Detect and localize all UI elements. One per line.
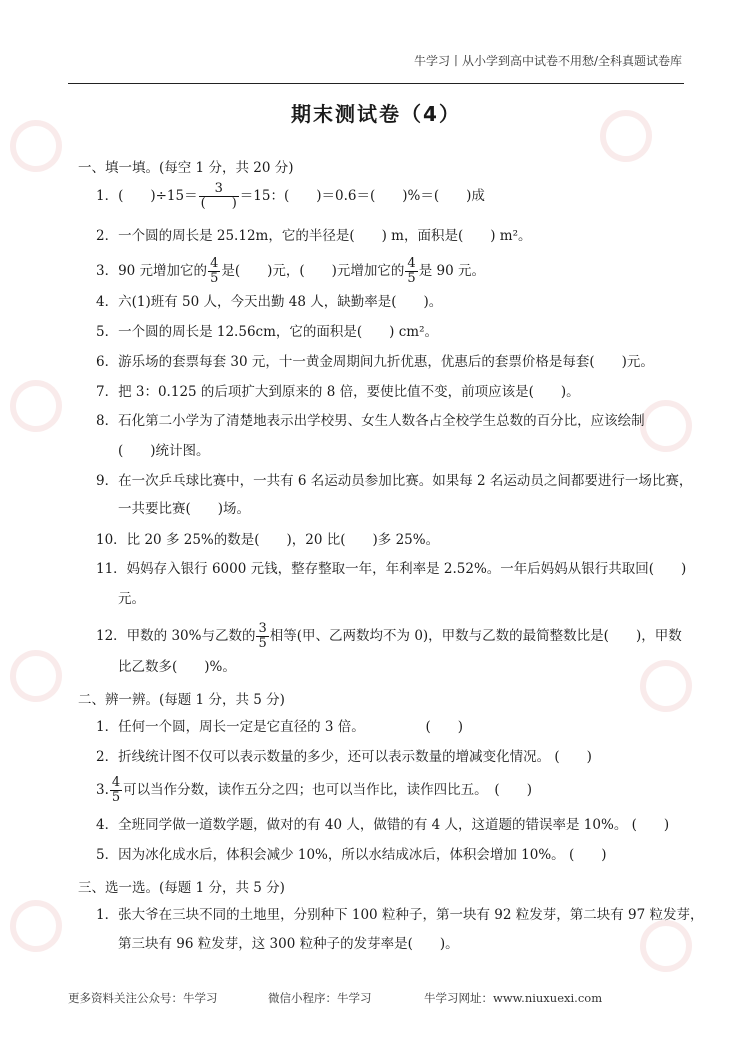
question-1-8: 8．石化第二小学为了清楚地表示出学校男、女生人数各占全校学生总数的百分比，应该绘制: [96, 413, 645, 429]
question-1-6: 6．游乐场的套票每套 30 元，十一黄金周期间九折优惠，优惠后的套票价格是每套( )元。: [96, 354, 654, 370]
fraction: [110, 776, 122, 805]
question-1-9-cont: 一共要比赛( )场。: [118, 501, 251, 517]
page-title: 期末测试卷（4）: [291, 102, 461, 126]
question-1-5: 5．一个圆的周长是 12.56cm，它的面积是( ) cm²。: [96, 324, 438, 340]
numerator: 3: [199, 182, 239, 197]
question-3-1: 1．张大爷在三块不同的土地里，分别种下 100 粒种子，第一块有 92 粒发芽，第二块有 97 粒发芽，: [96, 907, 704, 923]
numerator: 3: [258, 621, 267, 636]
q-text: ＝15：( )＝0.6＝( )%＝( )成: [239, 188, 485, 204]
question-2-4: 4．全班同学做一道数学题，做对的有 40 人，做错的有 4 人，这道题的错误率是 10%。 ( ): [96, 817, 670, 833]
numerator: 4: [210, 256, 219, 271]
question-1-12-cont: 比乙数多( )%。: [118, 659, 236, 675]
question-1-3: [96, 257, 485, 286]
question-1-2: 2．一个圆的周长是 25.12m，它的半径是( ) m，面积是( ) m²。: [96, 228, 532, 244]
header-tagline: 牛学习丨从小学到高中试卷不用愁/全科真题试卷库: [413, 54, 682, 68]
watermark-logo: [630, 650, 702, 722]
q-text: 是 90 元。: [418, 263, 485, 279]
section2-heading: 二、辨一辨。(每题 1 分，共 5 分): [78, 692, 285, 708]
question-1-8-cont: ( )统计图。: [118, 443, 210, 459]
watermark-logo: [0, 370, 72, 442]
watermark-logo: [0, 890, 72, 962]
q-text: 1．( )÷15＝: [96, 188, 198, 204]
denominator: 5: [407, 271, 416, 286]
question-2-3: [96, 776, 532, 805]
denominator: 5: [258, 636, 267, 651]
question-1-10: 10．比 20 多 25%的数是( )，20 比( )多 25%。: [96, 532, 440, 548]
numerator: 4: [407, 256, 416, 271]
question-2-1: 1．任何一个圆，周长一定是它直径的 3 倍。 ( ): [96, 719, 464, 735]
footer-wechat-account: 更多资料关注公众号：牛学习: [68, 991, 218, 1005]
q-text: 是( )元，( )元增加它的: [221, 263, 405, 279]
question-2-2: 2．折线统计图不仅可以表示数量的多少，还可以表示数量的增减变化情况。 ( ): [96, 749, 592, 765]
question-2-5: 5．因为冰化成水后，体积会减少 10%，所以水结成冰后，体积会增加 10%。 ( ): [96, 847, 607, 863]
q-text: 3．90 元增加它的: [96, 263, 208, 279]
question-1-9: 9．在一次乒乓球比赛中，一共有 6 名运动员参加比赛。如果每 2 名运动员之间都要进行一场比赛，: [96, 473, 693, 489]
denominator: ( ): [200, 196, 237, 211]
fraction: [256, 622, 268, 651]
question-1-4: 4．六(1)班有 50 人，今天出勤 48 人，缺勤率是( )。: [96, 294, 443, 310]
question-1-11: 11．妈妈存入银行 6000 元钱，整存整取一年，年利率是 2.52%。一年后妈妈从银行共取回( ): [96, 561, 687, 577]
denominator: 5: [111, 790, 121, 805]
question-1-7: 7．把 3：0.125 的后项扩大到原来的 8 倍，要使比值不变，前项应该是( )。: [96, 384, 580, 400]
section3-heading: 三、选一选。(每题 1 分，共 5 分): [78, 880, 285, 896]
question-1-11-cont: 元。: [118, 591, 145, 607]
q-text: 3.: [96, 782, 109, 798]
watermark-logo: [0, 640, 72, 712]
fraction: [405, 257, 417, 286]
question-1-1: [96, 182, 485, 211]
numerator: 4: [111, 775, 121, 790]
denominator: 5: [210, 271, 219, 286]
fraction: [208, 257, 220, 286]
footer-mini-program: 微信小程序：牛学习: [268, 991, 372, 1005]
question-3-1-cont: 第三块有 96 粒发芽，这 300 粒种子的发芽率是( )。: [118, 936, 459, 952]
fraction: [199, 182, 239, 211]
header-divider: [68, 83, 684, 84]
section1-heading: 一、填一填。(每空 1 分，共 20 分): [78, 160, 294, 176]
q-text: 12．甲数的 30%与乙数的: [96, 628, 256, 644]
q-text: 可以当作分数，读作五分之四；也可以当作比，读作四比五。 ( ): [123, 782, 532, 798]
q-text: 相等(甲、乙两数均不为 0)，甲数与乙数的最简整数比是( )，甲数: [269, 628, 682, 644]
question-1-12: [96, 622, 682, 651]
footer-website-link[interactable]: 牛学习网址：www.niuxuexi.com: [424, 991, 603, 1005]
